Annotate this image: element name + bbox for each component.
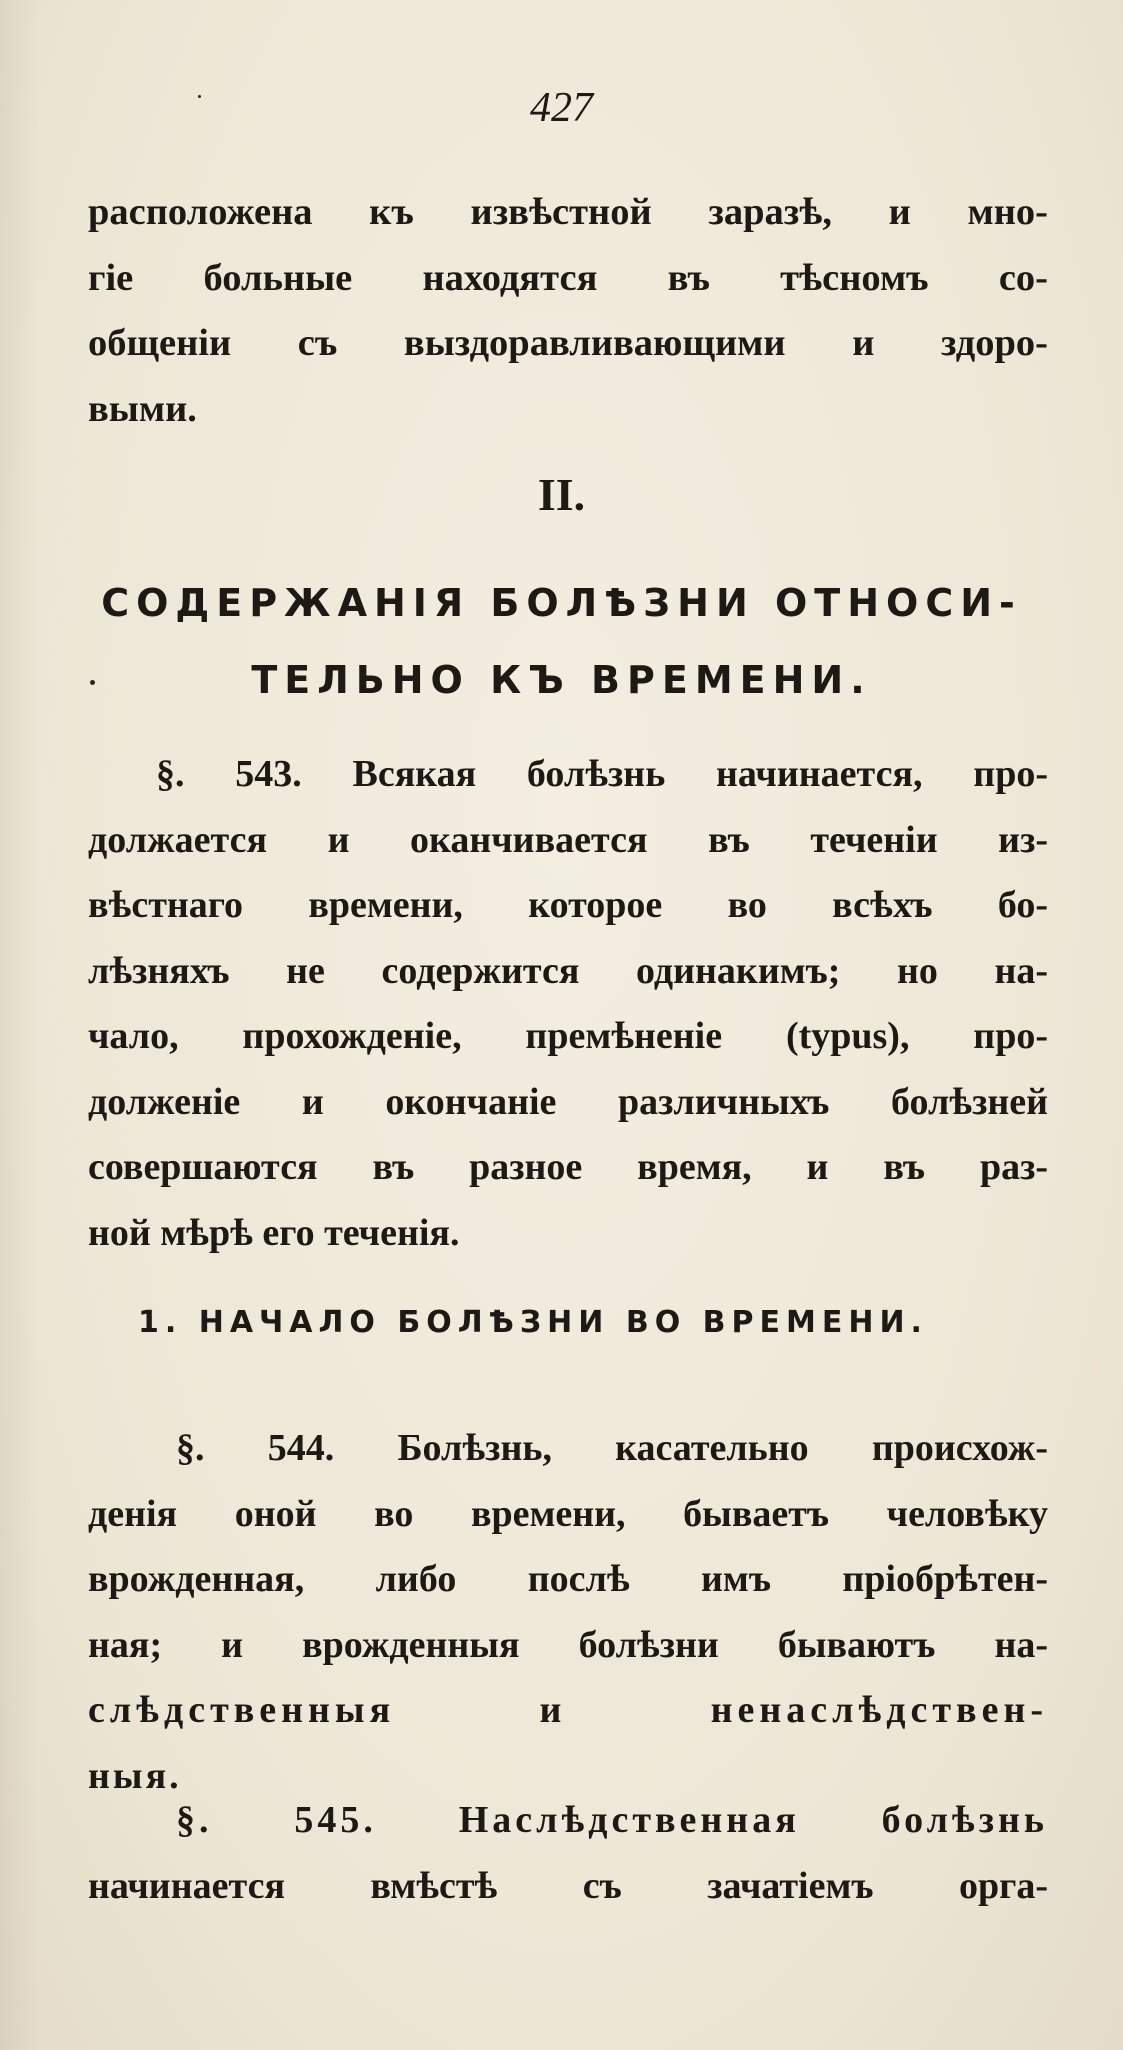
text-line: должается и оканчивается въ теченіи из- (88, 818, 1048, 861)
text-line: §. 545. Наслѣдственная болѣзнь (176, 1799, 1048, 1841)
section-heading (0, 565, 1123, 719)
text-line: гіе больные находятся въ тѣсномъ со- (88, 256, 1048, 299)
text-line: выми. (88, 387, 197, 430)
section-heading-line: СОДЕРЖАНІЯ БОЛѢЗНИ ОТНОСИ- (101, 581, 1022, 625)
scan-speck (198, 95, 201, 98)
page-number: 427 (530, 85, 593, 131)
subheading: 1. НАЧАЛО БОЛѢЗНИ ВО ВРЕМЕНИ. (138, 1305, 928, 1340)
text-line: §. 543. Всякая болѣзнь начинается, про- (156, 753, 1048, 795)
text-line: ной мѣрѣ его теченія. (88, 1211, 460, 1254)
text-line: начинается вмѣстѣ съ зачатіемъ орга- (88, 1864, 1048, 1907)
section-heading-line: ТЕЛЬНО КЪ ВРЕМЕНИ. (251, 658, 872, 702)
intro-paragraph (88, 180, 1048, 442)
text-line: совершаются въ разное время, и въ раз- (88, 1146, 1048, 1188)
section-numeral: II. (537, 469, 586, 520)
text-line: лѣзняхъ не содержится одинакимъ; но на- (88, 949, 1048, 992)
text-line: слѣдственныя и ненаслѣдствен- (88, 1689, 1048, 1731)
text-line: расположена къ извѣстной заразѣ, и мно- (88, 191, 1048, 233)
text-line: ныя. (88, 1754, 182, 1797)
text-line: денія оной во времени, бываетъ человѣку (88, 1492, 1048, 1535)
paragraph-544 (88, 1416, 1048, 1809)
text-line: чало, прохожденіе, премѣненіе (typus), про- (88, 1015, 1048, 1057)
text-line: §. 544. Болѣзнь, касательно происхож- (176, 1427, 1048, 1469)
paragraph-543 (88, 742, 1048, 1266)
text-line: долженіе и окончаніе различныхъ болѣзней (88, 1080, 1048, 1123)
text-line: вѣстнаго времени, которое во всѣхъ бо- (88, 884, 1048, 926)
text-line: врожденная, либо послѣ имъ пріобрѣтен- (88, 1558, 1048, 1600)
text-line: ная; и врожденныя болѣзни бываютъ на- (88, 1623, 1048, 1666)
paragraph-545 (88, 1788, 1048, 1919)
text-line: общеніи съ выздоравливающими и здоро- (88, 322, 1048, 364)
scan-speck (90, 680, 95, 685)
